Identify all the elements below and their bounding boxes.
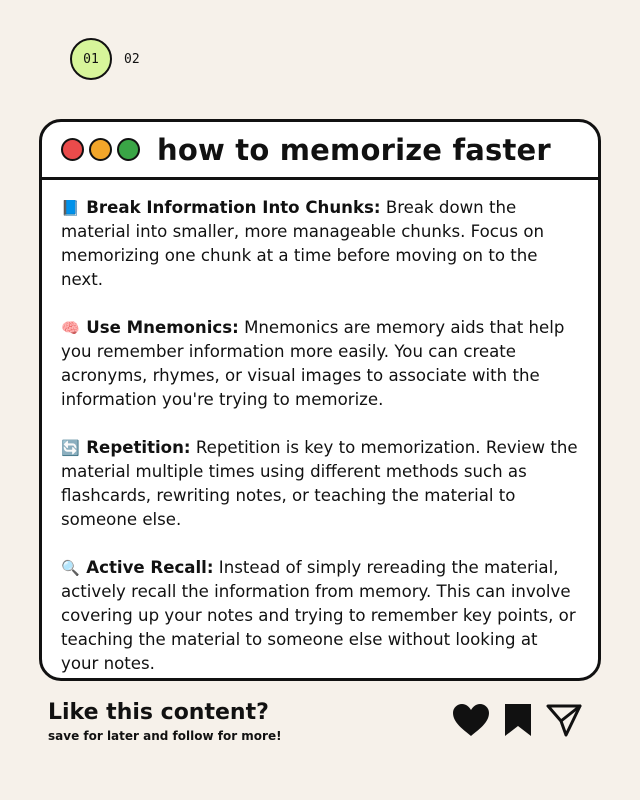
heart-icon[interactable] (452, 703, 490, 737)
repeat-icon: 🔄 (61, 439, 80, 457)
page-indicator-next[interactable]: 02 (124, 51, 140, 67)
footer-cta (48, 700, 282, 743)
card-title: how to memorize faster (157, 132, 551, 167)
red-dot-icon (61, 138, 84, 161)
magnifier-icon: 🔍 (61, 559, 80, 577)
card-body (42, 180, 598, 676)
brain-icon: 🧠 (61, 319, 80, 337)
tip-text: Instead of simply rereading the material, actively recall the information from memory. This can involve covering up your notes and trying to remember key points, or teaching the material to someone else without looking at your notes. (61, 558, 576, 673)
footer-actions (452, 703, 582, 737)
tip-text: Repetition is key to memorization. Review the material multiple times using different methods such as flashcards, rewriting notes, or teaching the material to someone else. (61, 438, 578, 529)
pager (70, 38, 140, 80)
book-icon: 📘 (61, 199, 80, 217)
tip-heading: Use Mnemonics: (86, 318, 239, 337)
content-card (39, 119, 601, 681)
tip-heading: Break Information Into Chunks: (86, 198, 381, 217)
tip-text: Mnemonics are memory aids that help you remember information more easily. You can create acronyms, rhymes, or visual images to associate with the information you're trying to memorize. (61, 318, 565, 409)
footer-title: Like this content? (48, 700, 269, 725)
footer-subtitle: save for later and follow for more! (48, 729, 282, 743)
tip-heading: Active Recall: (86, 558, 214, 577)
tip-section-chunks (61, 196, 580, 292)
tip-text: Break down the material into smaller, more manageable chunks. Focus on memorizing one chunk at a time before moving on to the next. (61, 198, 545, 289)
page-indicator-current[interactable] (70, 38, 112, 80)
page-current-label: 01 (83, 51, 99, 67)
send-icon[interactable] (546, 703, 582, 737)
card-header (42, 122, 598, 180)
tip-section-repetition (61, 436, 580, 532)
tip-section-active-recall (61, 556, 580, 676)
yellow-dot-icon (89, 138, 112, 161)
bookmark-icon[interactable] (504, 703, 532, 737)
green-dot-icon (117, 138, 140, 161)
tip-section-mnemonics (61, 316, 580, 412)
tip-heading: Repetition: (86, 438, 191, 457)
